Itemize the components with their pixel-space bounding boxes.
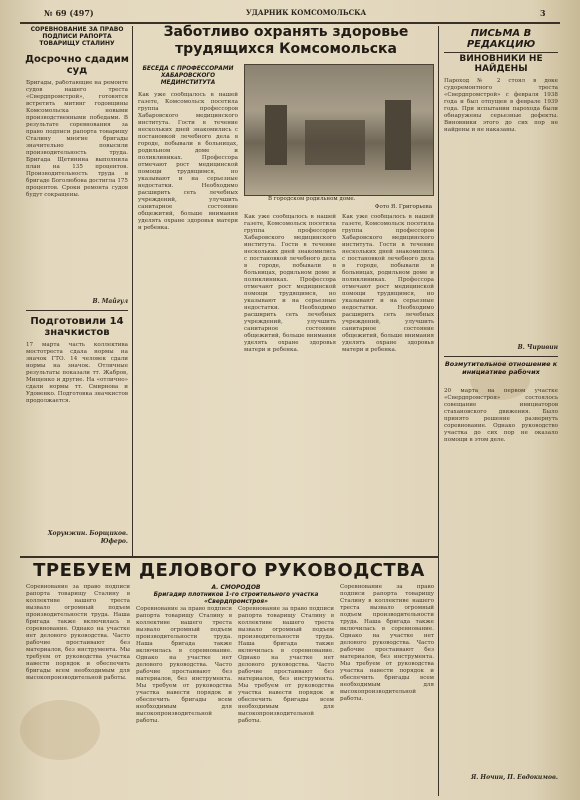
signature: В. Чиривин [517,344,558,351]
photo [244,64,434,196]
center-article-col-3: Как уже сообщалось в нашей газете, Комсомольск посетила группа профессоров Хабаровского медицинского института. Гости в течение нескольких дней знакомились с постановкой лечебного дела в городе, побывали в больницах, родильном доме и поликлиниках. Профессора отмечают рост медицинской помощи трудящимся, но указывают и на серьезные недостатки. Необходимо расширить сеть лечебных учреждений, улучшить санитарное состояние общежитий, больше внимания уделять охране здоровья матери и ребенка. [342,214,434,353]
center-article-col-1: Как уже сообщалось в нашей газете, Комсомольск посетила группа профессоров Хабаровского медицинского института. Гости в течение нескольких дней знакомились с постановкой лечебного дела в городе, побывали в больницах, родильном доме и поликлиниках. Профессора отмечают рост медицинской помощи трудящимся, но указывают и на серьезные недостатки. Необходимо расширить сеть лечебных учреждений, улучшить санитарное состояние общежитий, больше внимания уделять охране здоровья матери и ребенка. [138,92,238,231]
divider [444,356,558,357]
bottom-author: А. СМОРОДОВ [211,584,261,591]
left-title-1: Досрочно сдадим суд [25,54,129,76]
letters-heading: ПИСЬМА В РЕДАКЦИЮ [466,28,536,50]
page-header [0,8,580,22]
newspaper-name: УДАРНИК КОМСОМОЛЬСКА [246,8,367,17]
photo-caption: В городском родильном доме. [268,196,356,202]
bottom-col-4: Соревнование за право подписи рапорта товарищу Сталину в коллективе нашего треста вызвало огромный подъем производительности труда. Наша бригада также включилась в соревнование. Однако на участке нет делового руководства. Часто рабочие простаивают без материалов, без инструмента. Мы требуем от руководства участка навести порядок и обеспечить бригады всем необходимым для высокопроизводительной работы. [340,584,434,702]
bottom-col-2: Соревнование за право подписи рапорта товарищу Сталину в коллективе нашего треста вызвало огромный подъем производительности труда. Наша бригада также включилась в соревнование. Однако на участке нет делового руководства. Часто рабочие простаивают без материалов, без инструмента. Мы требуем от руководства участка навести порядок и обеспечить бригады всем необходимым для высокопроизводительной работы. [136,606,232,724]
bottom-subhead: Бригадир плотников 1-го строительного участка «Свердпромстроя» [153,592,319,605]
center-article-col-2: Как уже сообщалось в нашей газете, Комсомольск посетила группа профессоров Хабаровского медицинского института. Гости в течение нескольких дней знакомились с постановкой лечебного дела в городе, побывали в больницах, родильном доме и поликлиниках. Профессора отмечают рост медицинской помощи трудящимся, но указывают и на серьезные недостатки. Необходимо расширить сеть лечебных учреждений, улучшить санитарное состояние общежитий, больше внимания уделять охране здоровья матери и ребенка. [244,214,336,353]
bottom-title: ТРЕБУЕМ ДЕЛОВОГО РУКОВОДСТВА [33,560,425,581]
left-article-1: Бригады, работающие на ремонте судов нашего треста «Свердпромстрой», готовятся встретить митинг годовщины Комсомольска новыми производственными победами. В результате соревнования за право подписи рапорта товарищу Сталину многие бригады значительно повысили производительность труда. Бригада Щетинина выполнила план на 135 процентов. Производительность труда в бригаде Боголюбова достигла 175 процентов. Сроки ремонта судов будут сокращены. [26,80,128,198]
signature: Я. Ночин, П. Евдокимов. [470,774,558,781]
signature: Хорунжин. Борщиков. Юферо. [47,530,128,545]
letter-2-title: Возмутительное отношение к инициативе рабочих [444,360,558,376]
page-number: 3 [540,8,546,18]
column-rule [438,26,439,796]
section-rule [20,556,438,558]
divider [444,52,558,53]
signature: В. Майгул [92,298,128,305]
left-kicker: СОРЕВНОВАНИЕ ЗА ПРАВО ПОДПИСИ РАПОРТА ТОВАРИЩУ СТАЛИНУ [30,26,124,47]
issue-number: № 69 (497) [44,8,94,18]
bottom-col-1: Соревнование за право подписи рапорта товарищу Сталину в коллективе нашего треста вызвало огромный подъем производительности труда. Наша бригада также включилась в соревнование. Однако на участке нет делового руководства. Часто рабочие простаивают без материалов, без инструмента. Мы требуем от руководства участка навести порядок и обеспечить бригады всем необходимым для высокопроизводительной работы. [26,584,130,681]
left-title-2: Подготовили 14 значкистов [30,316,124,338]
photo-credit: Фото Я. Григорьева [374,204,432,210]
divider [26,310,128,311]
letter-2-body: 20 марта на первом участке «Свердпромстроя» состоялось совещание инициаторов стахановского движения. Было принято решение развернуть соревнование. Однако руководство участка до сих пор не оказало помощи в этом деле. [444,388,558,443]
left-article-2: 17 марта часть коллектива мостотреста сдала нормы на значок ГТО. 14 человек сдали нормы на значок. Отличные результаты показали тт. Жабров, Мищенко и другие. На «отлично» сдали нормы тт. Смирнова и Удовенко. Подготовка значкистов продолжается. [26,342,128,404]
center-title: Заботливо охранять здоровье трудящихся Комсомольска [163,24,409,57]
center-subhead: БЕСЕДА С ПРОФЕССОРАМИ ХАБАРОВСКОГО МЕДИНСТИТУТА [142,66,234,86]
letter-1-body: Пароход № 2 стоял в доке судоремонтного треста «Свердпромстрой» с февраля 1938 года и был отпущен в феврале 1939 года. При испытании парохода были обнаружены серьезные дефекты. Виновники этого до сих пор не найдены и не наказаны. [444,78,558,133]
column-rule [132,26,133,556]
bottom-col-3: Соревнование за право подписи рапорта товарищу Сталину в коллективе нашего треста вызвало огромный подъем производительности труда. Наша бригада также включилась в соревнование. Однако на участке нет делового руководства. Часто рабочие простаивают без материалов, без инструмента. Мы требуем от руководства участка навести порядок и обеспечить бригады всем необходимым для высокопроизводительной работы. [238,606,334,724]
letter-1-title: ВИНОВНИКИ НЕ НАЙДЕНЫ [459,54,543,74]
